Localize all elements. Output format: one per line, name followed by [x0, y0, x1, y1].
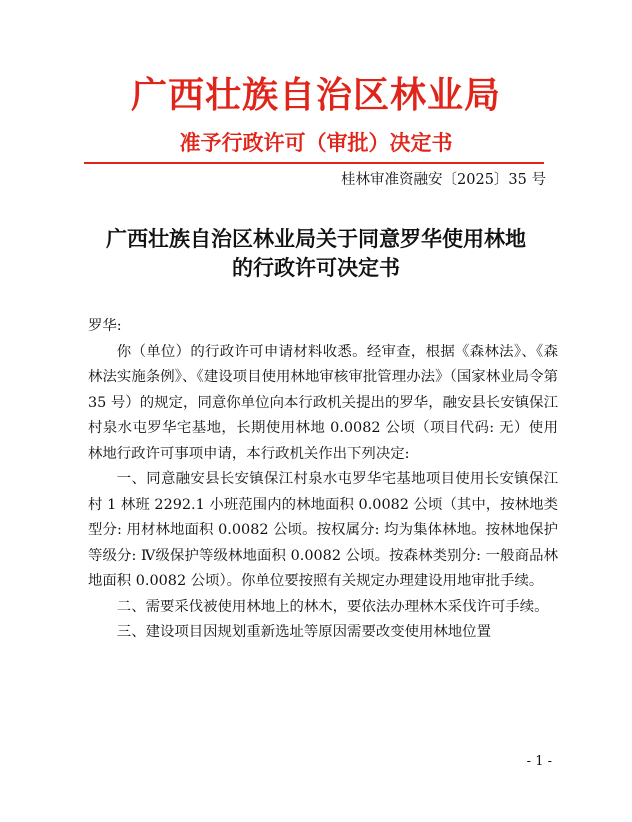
page-number: - 1 -	[526, 754, 552, 769]
body-paragraph: 一、同意融安县长安镇保江村泉水屯罗华宅基地项目使用长安镇保江村 1 林班 2292.1 小班范围内的林地面积 0.0082 公顷（其中，按林地类型分: 用材林地面积 0.0082 公顷。按权属分: 均为集体林地。按林地保护等级分: Ⅳ级保护等级林地面积 0.0082 公顷。按森林类别分: 一般商品林地面积 0.0082 公顷）。你单位要按照有关规定办理建设用地审批手续。	[88, 471, 558, 589]
document-body	[88, 314, 558, 646]
document-title	[60, 224, 572, 282]
document-type-title: 准予行政许可（审批）决定书	[179, 130, 453, 155]
red-divider	[84, 162, 544, 164]
document-title-line-1: 广西壮族自治区林业局关于同意罗华使用林地	[106, 226, 526, 251]
document-number: 桂林审准资融安〔2025〕35 号	[341, 172, 546, 188]
salutation: 罗华:	[88, 318, 122, 334]
body-paragraph: 二、需要采伐被使用林地上的林木，要依法办理林木采伐许可手续。	[116, 598, 549, 615]
body-paragraph: 你（单位）的行政许可申请材料收悉。经审查，根据《森林法》、《森林法实施条例》、《建设项目使用林地审核审批管理办法》（国家林业局令第 35 号）的规定，同意你单位向本行政机关提出的罗华，融安县长安镇保江村泉水屯罗华宅基地，长期使用林地 0.0082 公顷（项目代码: 无）使用林地行政许可事项申请，本行政机关作出下列决定:	[88, 343, 558, 462]
body-paragraph: 三、建设项目因规划重新选址等原因需要改变使用林地位置	[116, 624, 491, 640]
agency-title: 广西壮族自治区林业局	[130, 74, 501, 116]
document-title-line-2: 的行政许可决定书	[232, 255, 400, 280]
